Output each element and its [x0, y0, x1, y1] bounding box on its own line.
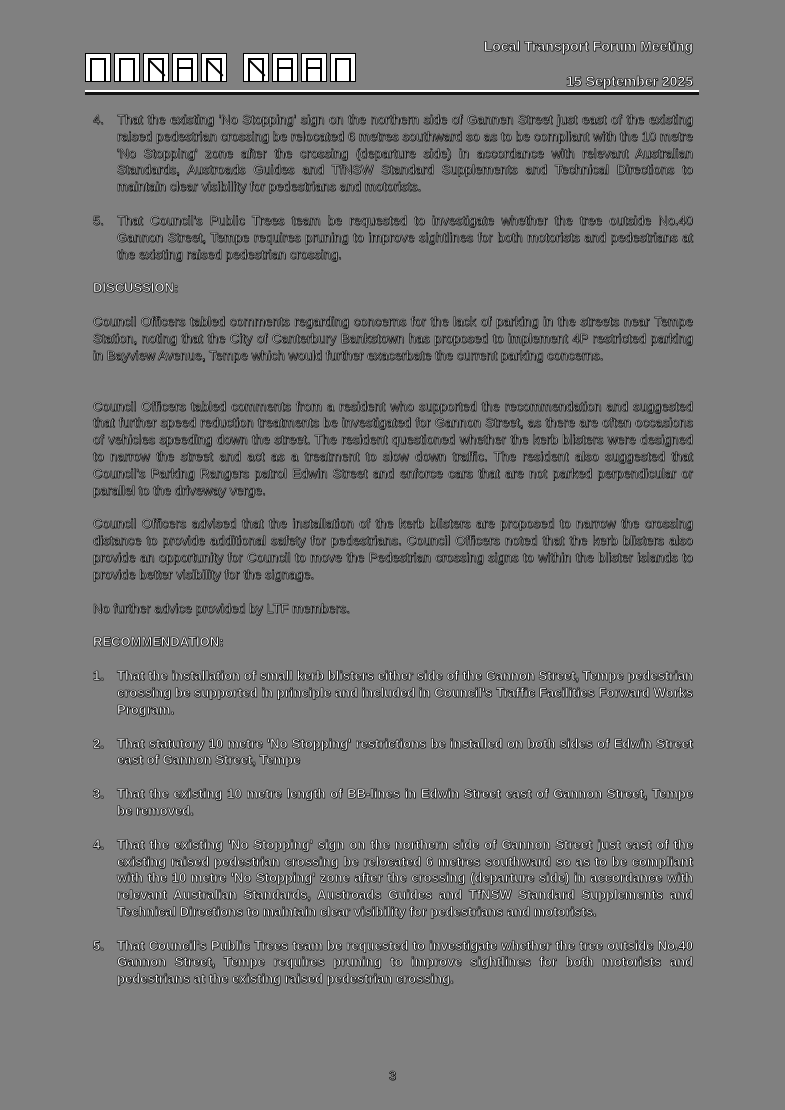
- item-text: That the existing 10 metre length of BB-lines in Edwin Street east of Gannon Street, Tempe be removed.: [117, 786, 693, 818]
- recommendation-heading: RECOMMENDATION:: [93, 634, 224, 650]
- recommendation-item-2: [93, 736, 693, 770]
- header-divider: [85, 90, 699, 95]
- previous-item-5: [93, 213, 693, 263]
- discussion-paragraph: Council Officers tabled comments regarding concerns for the lack of parking in the streets near Tempe Station, noting that the City of Canterbury Bankstown has proposed to implement 4P restricted parking in Bayview Avenue, Tempe which would further exacerbate the current parking concerns.: [93, 314, 693, 363]
- item-text: That the existing 'No Stopping' sign on the northern side of Gannon Street just east of the existing raised pedestrian crossing be relocated 6 metres southward so as to be compliant with the 10 metre 'No Stopping' zone after the crossing (departure side) in accordance with relevant Australian Standards, Austroads Guides and TfNSW Standard Supplements and Technical Directions to maintain clear visibility for pedestrians and motorists.: [117, 836, 693, 919]
- logo-letter-s-icon: [301, 53, 327, 82]
- page-header: [85, 30, 699, 96]
- item-number: 4.: [93, 836, 104, 852]
- item-text: That statutory 10 metre 'No Stopping' restrictions be installed on both sides of Edwin Street east of Gannon Street, Tempe: [117, 735, 693, 768]
- recommendation-item-5: [93, 938, 693, 988]
- recommendation-item-3: [93, 786, 693, 820]
- logo-letter-i-icon: [85, 53, 111, 82]
- item-number: 2.: [93, 735, 104, 751]
- discussion-paragraph: Council Officers advised that the installation of the kerb blisters are proposed to narrow the crossing distance to provide additional safety for pedestrians. Council Officers noted that the kerb blisters also provide an opportunity for Council to move the Pedestrian crossing signs to within the blister islands to provide better visibility for the signage.: [93, 516, 693, 582]
- meeting-date: 15 September 2025: [566, 73, 693, 89]
- previous-item-4: [93, 112, 693, 196]
- discussion-paragraph: Council Officers tabled comments from a resident who supported the recommendation and suggested that further speed reduction treatments be investigated for Gannon Street, as there are often occasions of vehicles speeding down the street. The resident questioned whether the kerb blisters were designed to narrow the street and act as a treatment to slow down traffic. The resident also suggested that Council's Parking Rangers patrol Edwin Street and enforce cars that are not parked perpendicular or parallel to the driveway verge.: [93, 398, 693, 498]
- item-number: 4.: [93, 112, 104, 127]
- logo-letter-e-icon: [272, 53, 298, 82]
- logo-letter-e-icon: [172, 53, 198, 82]
- logo-letter-w-icon: [243, 53, 269, 82]
- recommendation-item-4: [93, 837, 693, 921]
- item-number: 5.: [93, 212, 104, 228]
- inner-west-logo: [85, 53, 356, 83]
- item-number: 1.: [93, 668, 104, 684]
- meeting-title: Local Transport Forum Meeting: [483, 38, 693, 54]
- discussion-paragraph: No further advice provided by LTF members.: [93, 600, 350, 616]
- item-number: 5.: [93, 937, 104, 953]
- logo-letter-n-icon: [114, 53, 140, 82]
- page-number: 3: [388, 1068, 397, 1083]
- item-text: That Council's Public Trees team be requested to investigate whether the tree outside No.40 Gannon Street, Tempe requires pruning to improve sightlines for both motorists and pedestrians at the existing raised pedestrian crossing.: [117, 212, 693, 262]
- discussion-heading: DISCUSSION:: [93, 280, 179, 296]
- recommendation-item-1: [93, 668, 693, 718]
- item-text: That the existing 'No Stopping' sign on the northern side of Gannen Street just east of the existing raised pedestrian crossing be relocated 6 metres southward so as to be compliant with the 10 metre 'No Stopping' zone after the crossing (departure side) in accordance with relevant Australian Standards, Austroads Guides and TfNSW Standard Supplements and Technical Directions to maintain clear visibility for pedestrians and motorists.: [117, 112, 693, 195]
- item-text: That Council's Public Trees team be requested to investigate whether the tree outside No.40 Gannon Street, Tempe requires pruning to improve sightlines for both motorists and pedestrians at the existing raised pedestrian crossing.: [117, 937, 693, 987]
- logo-letter-t-icon: [330, 53, 356, 82]
- item-text: That the installation of small kerb blisters either side of the Gannon Street, Tempe pedestrian crossing be supported in principle and included in Council's Traffic Facilities Forward Works Program.: [117, 668, 693, 717]
- logo-letter-r-icon: [201, 53, 227, 82]
- item-number: 3.: [93, 786, 104, 802]
- logo-letter-n-icon: [143, 53, 169, 82]
- document-body: [93, 112, 693, 1005]
